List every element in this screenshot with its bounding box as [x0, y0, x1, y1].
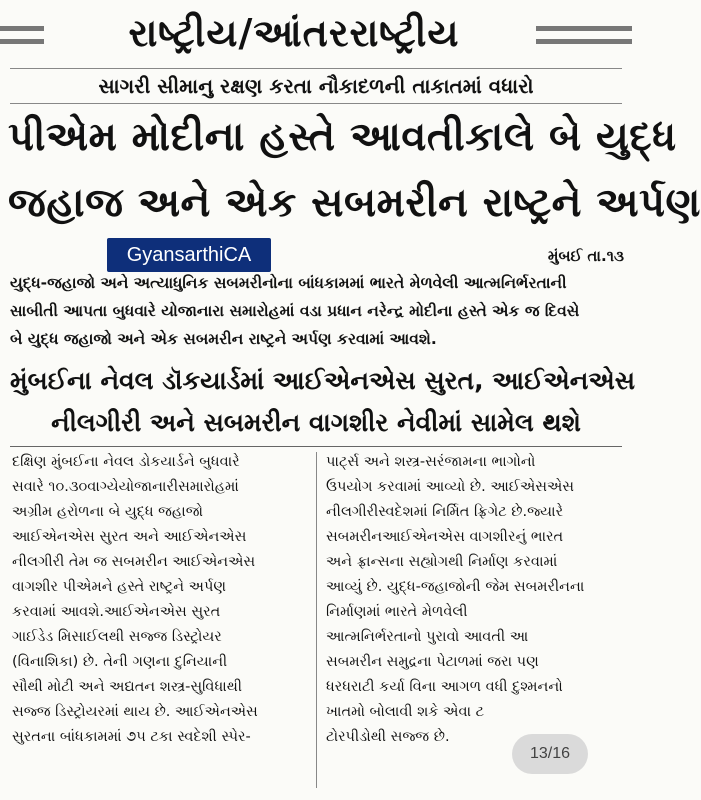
banner-rule-right: [536, 26, 632, 44]
column-divider: [316, 452, 317, 788]
body-line: અને ફ્રાન્સના સહ્યોગથી નિર્માણ કરવામાં: [326, 554, 558, 570]
body-line: દક્ષિણ મુંબઈના નેવલ ડોકયાર્ડને બુધવારે: [12, 454, 240, 470]
body-line: સૌથી મોટી અને અદ્યતન શસ્ત્ર-સુવિધાથી: [12, 679, 242, 695]
headline-line-2: જહાજ અને એક સબમરીન રાષ્ટ્રને અર્પણ: [8, 180, 701, 226]
body-line: અગ્રીમ હરોળના બે યુદ્ધ જહાજો: [12, 504, 204, 520]
body-line: સજ્જ ડિસ્ટ્રોયરમાં થાય છે. આઈએનએસ: [12, 704, 258, 720]
sub-headline-line-2: નીલગીરી અને સબમરીન વાગશીર નેવીમાં સામેલ થશે: [51, 408, 581, 437]
section-banner: [0, 0, 632, 66]
kicker-line: સાગરી સીમાનુ રક્ષણ કરતા નૌકાદળની તાકાતમાં વધારો: [10, 68, 622, 104]
page-indicator: 13/16: [512, 734, 588, 774]
body-line: વાગશીર પીએમને હસ્તે રાષ્ટ્રને અર્પણ: [12, 579, 226, 595]
body-line: સબમરીન સમુદ્રના પેટાળમાં જરા પણ: [326, 654, 539, 670]
headline-line-1: પીએમ મોદીના હસ્તે આવતીકાલે બે યુદ્ધ: [8, 114, 677, 160]
body-line: ખાતમો બોલાવી શકે એવા ટ: [326, 704, 485, 720]
body-line: નીલગીરીસ્વદેશમાં નિર્મિત ફ્રિગેટ છે.જ્યારે: [326, 504, 564, 520]
body-line: પાર્ટ્સ અને શસ્ત્ર-સરંજામના ભાગોનો: [326, 454, 536, 470]
dateline: મુંબઈ તા.૧૩: [547, 247, 624, 265]
body-line: સબમરીનઆઈએનએસ વાગશીરનું ભારત: [326, 529, 564, 545]
body-line: ધરધરાટી કર્યા વિના આગળ વધી દુશ્મનનો: [326, 679, 563, 695]
body-line: આવ્યું છે. યુદ્ધ-જહાજોની જેમ સબમરીનના: [326, 579, 585, 595]
body-line: કરવામાં આવશે.આઈએનએસ સુરત: [12, 604, 221, 620]
body-line: આત્મનિર્ભરતાનો પુરાવો આવતી આ: [326, 629, 529, 645]
body-line: સવારે ૧૦.૩૦વાગ્યેયોજાનારીસમારોહમાં: [12, 479, 239, 495]
body-line: ઉપયોગ કરવામાં આવ્યો છે. આઈએસએસ: [326, 479, 575, 495]
sub-headline-line-1: મુંબઈના નેવલ ડૉકયાર્ડમાં આઈએનએસ સુરત, આઈએનએસ: [10, 366, 636, 395]
body-line: (વિનાશિકા) છે. તેની ગણના દુનિયાની: [12, 654, 228, 670]
body-line: ગાઈડેડ મિસાઈલથી સજ્જ ડિસ્ટ્રોયર: [12, 629, 222, 645]
intro-line: યુદ્ધ-જહાજો અને અત્યાધુનિક સબમરીનોના બાંધકામમાં ભારતે મેળવેલી આત્મનિર્ભરતાની: [10, 274, 567, 292]
body-line: નિર્માણમાં ભારતે મેળવેલી: [326, 604, 468, 620]
body-line: ટોરપીડોથી સજ્જ છે.: [326, 729, 450, 745]
intro-line: સાબીતી આપતા બુધવારે યોજાનારા સમારોહમાં વડા પ્રધાન નરેન્દ્ર મોદીના હસ્તે એક જ દિવસે: [10, 302, 580, 320]
watermark-badge: GyansarthiCA: [107, 238, 271, 272]
body-line: નીલગીરી તેમ જ સબમરીન આઈએનએસ: [12, 554, 256, 570]
banner-rule-left: [0, 26, 44, 44]
article-column-left: [12, 450, 304, 790]
section-title: રાષ્ટ્રીય/આંતરરાષ્ટ્રીય: [128, 11, 460, 55]
column-top-rule: [10, 446, 622, 447]
body-line: આઈએનએસ સુરત અને આઈએનએસ: [12, 529, 247, 545]
body-line: સુરતના બાંધકામમાં ૭૫ ટકા સ્વદેશી સ્પેર-: [12, 729, 251, 745]
intro-line: બે યુદ્ધ જહાજો અને એક સબમરીન રાષ્ટ્રને અર્પણ કરવામાં આવશે.: [10, 330, 437, 348]
